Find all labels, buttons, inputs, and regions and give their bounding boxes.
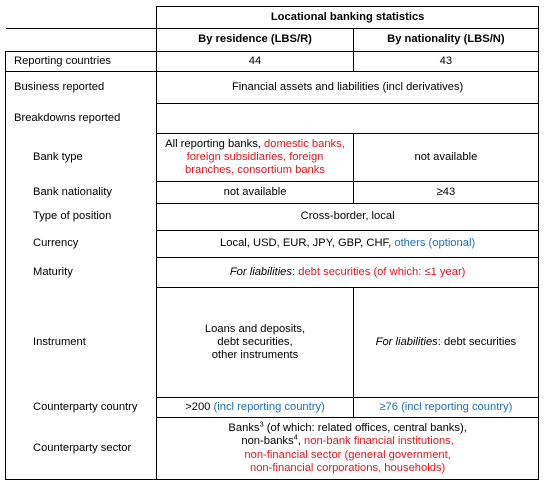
cell-merged: [157, 418, 539, 480]
header-empty-cell: [6, 7, 157, 29]
text-banks-rest: (of which: related offices, central banks),: [263, 422, 467, 435]
text-line: [161, 419, 534, 435]
cell-nationality: 43: [353, 52, 538, 72]
row-reporting-countries: [6, 52, 539, 72]
text-italic: For liabilities: [375, 335, 438, 348]
row-label: Counterparty country: [6, 398, 157, 418]
text-line: other instruments: [211, 349, 299, 362]
cell-nationality: ≥43: [353, 182, 538, 204]
row-label: Breakdowns reported: [6, 104, 157, 134]
row-bank-type: [6, 134, 539, 182]
row-label: Maturity: [6, 258, 157, 288]
row-currency: [6, 231, 539, 258]
column-header-residence: By residence (LBS/R): [157, 29, 354, 52]
cell-merged: [157, 258, 539, 288]
text-banks: Banks: [228, 422, 260, 435]
text-italic: For liabilities: [229, 265, 292, 278]
footnote-marker: 4: [293, 432, 298, 442]
text-line-red: non-financial corporations, households): [249, 461, 446, 474]
row-business-reported: [6, 72, 539, 104]
row-label: Counterparty sector: [6, 418, 157, 480]
header-row-columns: [6, 29, 539, 52]
text-line: [161, 432, 534, 448]
text-black: Local, USD, EUR, JPY, GBP, CHF,: [220, 237, 395, 250]
row-instrument: [6, 288, 539, 398]
row-label: Bank type: [6, 134, 157, 182]
text-blue: others (optional): [394, 237, 476, 250]
cell-nationality: [353, 288, 538, 398]
row-label: Reporting countries: [6, 52, 157, 72]
text-nonbanks: non-banks: [241, 435, 294, 448]
footnote-marker: 3: [259, 419, 264, 429]
cell-residence: not available: [157, 182, 354, 204]
row-breakdowns-reported: [6, 104, 539, 134]
text-blue: (incl reporting country): [213, 400, 325, 413]
cell-merged: Cross-border, local: [157, 204, 539, 231]
text-line: debt securities,: [217, 335, 293, 348]
row-type-of-position: [6, 204, 539, 231]
row-counterparty-sector: [6, 418, 539, 480]
text-black: All reporting banks,: [165, 137, 265, 150]
row-label: Instrument: [6, 288, 157, 398]
text-separator: ,: [297, 435, 304, 448]
row-maturity: [6, 258, 539, 288]
header-row-title: [6, 7, 539, 29]
cell-residence: 44: [157, 52, 354, 72]
cell-residence: [157, 288, 354, 398]
row-label: Currency: [6, 231, 157, 258]
cell-nationality: not available: [353, 134, 538, 182]
cell-residence: [157, 134, 354, 182]
cell-empty: [157, 104, 539, 134]
cell-merged: [157, 231, 539, 258]
table-title: Locational banking statistics: [157, 7, 539, 29]
column-header-nationality: By nationality (LBS/N): [353, 29, 538, 52]
text-red: domestic banks, foreign subsidiaries, foreign branches, consortium banks: [185, 137, 345, 177]
text-colon: :: [292, 265, 299, 278]
row-bank-nationality: [6, 182, 539, 204]
text-rest: : debt securities: [437, 335, 517, 348]
text-red: debt securities (of which: ≤1 year): [298, 265, 466, 278]
cell-residence: [157, 398, 354, 418]
text-red: non-bank financial institutions,: [304, 435, 454, 448]
row-label: Type of position: [6, 204, 157, 231]
locational-banking-statistics-table: [5, 6, 539, 480]
text-line-red: non-financial sector (general government,: [244, 448, 451, 461]
cell-nationality: ≥76 (incl reporting country): [353, 398, 538, 418]
row-label: Business reported: [6, 72, 157, 104]
row-counterparty-country: [6, 398, 539, 418]
row-label: Bank nationality: [6, 182, 157, 204]
text-line: Loans and deposits,: [204, 322, 306, 335]
cell-merged: Financial assets and liabilities (incl derivatives): [157, 72, 539, 104]
header-empty-cell: [6, 29, 157, 52]
text-black: >200: [185, 400, 214, 413]
